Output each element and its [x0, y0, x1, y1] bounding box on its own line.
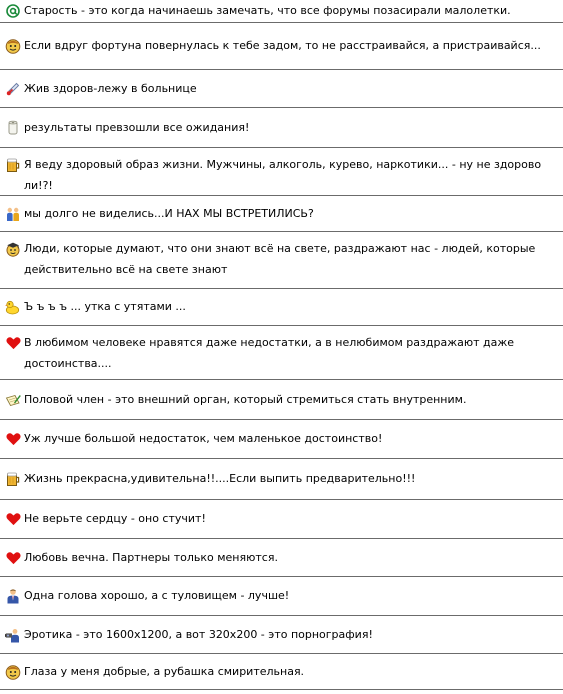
list-item — [0, 420, 563, 459]
list-item-text: В любимом человеке нравятся даже недостатки, а в нелюбимом раздражают даже достоинства.... — [24, 336, 515, 370]
smiley-face-icon — [4, 38, 22, 54]
list-item — [0, 380, 563, 420]
list-item-text: Глаза у меня добрые, а рубашка смирительная. — [24, 664, 305, 678]
list-item-text: Я веду здоровый образ жизни. Мужчины, алкоголь, курево, наркотики... - ну не здорово ли!?! — [24, 158, 542, 192]
list-item — [0, 459, 563, 500]
video-camera-person-icon — [4, 627, 22, 643]
meeting-people-icon — [4, 206, 22, 222]
scholar-smiley-icon — [4, 241, 22, 257]
list-item-text: Жизнь прекрасна,удивительна!!....Если выпить предварительно!!! — [24, 472, 416, 485]
list-item-text: Если вдруг фортуна повернулась к тебе задом, то не расстраивайся, а пристраивайся... — [24, 39, 541, 52]
list-item — [0, 108, 563, 148]
list-item-text: Любовь вечна. Партнеры только меняются. — [24, 550, 278, 564]
list-item-text: Эротика - это 1600x1200, а вот 320x200 - это порнография! — [24, 627, 373, 641]
list-item-text: Одна голова хорошо, а с туловищем - лучше! — [24, 589, 290, 602]
beer-mug-icon — [4, 471, 22, 487]
list-item-text: Ъ ъ ъ ъ ... утка с утятами ... — [24, 300, 186, 313]
list-item — [0, 0, 563, 23]
list-item — [0, 616, 563, 654]
list-item-text: Не верьте сердцу - оно стучит! — [24, 512, 206, 525]
red-heart-icon — [4, 335, 22, 351]
list-item — [0, 539, 563, 577]
red-heart-icon — [4, 550, 22, 566]
list-item — [0, 577, 563, 616]
list-item-text: результаты превзошли все ожидания! — [24, 120, 250, 134]
businessman-icon — [4, 588, 22, 604]
list-item — [0, 326, 563, 380]
list-item — [0, 289, 563, 326]
list-item-text: мы долго не виделись...И НАХ МЫ ВСТРЕТИЛИСЬ? — [24, 206, 314, 220]
beer-mug-icon — [4, 157, 22, 173]
list-item — [0, 70, 563, 108]
duck-icon — [4, 299, 22, 315]
at-sign-icon — [4, 3, 22, 19]
list-item-text: Половой член - это внешний орган, который стремиться стать внутренним. — [24, 392, 467, 406]
list-item — [0, 654, 563, 690]
list-item-text: Старость - это когда начинаешь замечать, что все форумы позасирали малолетки. — [24, 4, 511, 17]
smiley-face-icon — [4, 664, 22, 680]
list-item — [0, 232, 563, 289]
list-item — [0, 23, 563, 70]
list-item-text: Уж лучше большой недостаток, чем маленькое достоинство! — [24, 432, 383, 445]
list-item — [0, 148, 563, 196]
notepad-pencil-icon — [4, 392, 22, 408]
red-heart-icon — [4, 431, 22, 447]
thermometer-icon — [4, 81, 22, 97]
list-item — [0, 196, 563, 232]
red-heart-icon — [4, 511, 22, 527]
list-item — [0, 500, 563, 539]
list-item-text: Жив здоров-лежу в больнице — [24, 81, 197, 95]
toilet-paper-icon — [4, 120, 22, 136]
list-item-text: Люди, которые думают, что они знают всё на свете, раздражают нас - людей, которые действительно всё на свете знают — [24, 242, 536, 276]
